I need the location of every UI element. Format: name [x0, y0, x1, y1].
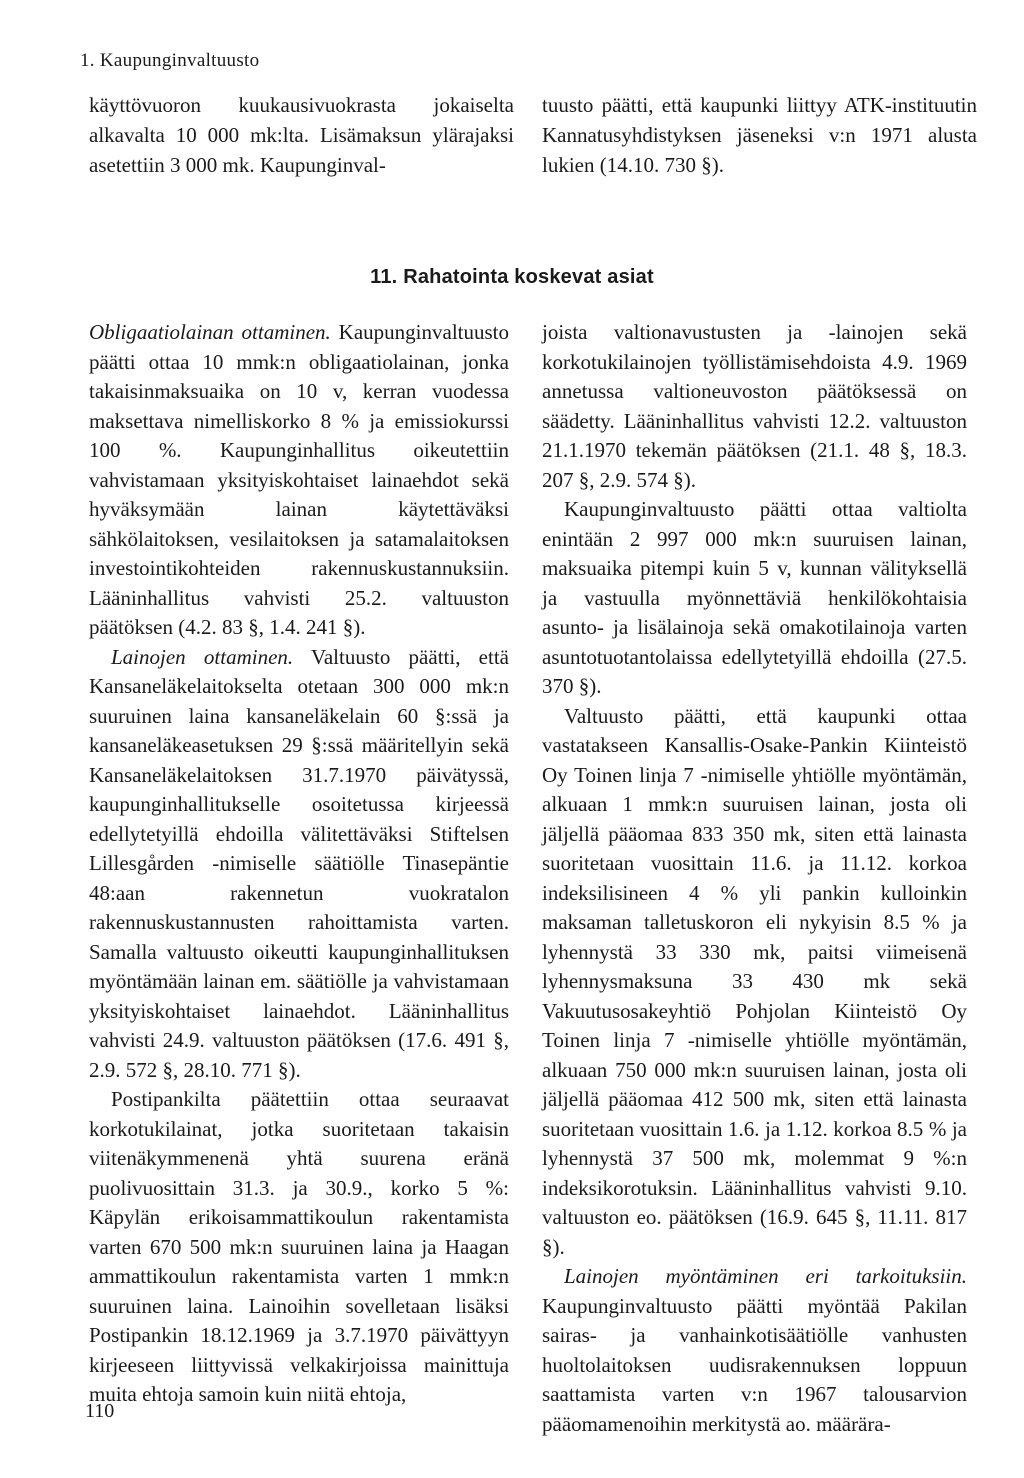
paragraph-obligation-loan	[89, 318, 509, 643]
paragraph-lead-title: Lainojen myöntäminen eri tarkoituksiin.	[564, 1264, 967, 1288]
left-column	[89, 318, 509, 1410]
running-header: 1. Kaupunginvaltuusto	[80, 50, 260, 71]
paragraph-body: Kaupunginvaltuusto päätti ottaa 10 mmk:n obligaatiolainan, jonka takaisinmaksuaika on 10 v, kerran vuodessa maksettava nimelliskorko 8 % ja emissiokurssi 100 %. Kaupunginhallitus oikeutettiin vahvistamaan yksityiskohtaiset lainaehdot sekä hyväksymään lainan käytettäväksi sähkölaitoksen, vesilaitoksen ja satamalaitoksen investointikohteiden rakennuskustannuksiin. Lääninhallitus vahvisti 25.2. valtuuston päätöksen (4.2. 83 §, 1.4. 241 §).	[89, 320, 509, 639]
paragraph-body: Valtuusto päätti, että Kansaneläkelaitokselta otetaan 300 000 mk:n suuruinen laina kansaneläkelain 60 §:ssä ja kansaneläkeasetuksen 29 §:ssä määritellyin sekä Kansaneläkelaitoksen 31.7.1970 päivätyssä, kaupunginhallitukselle osoitetussa kirjeessä edellytetyillä ehdoilla välitettäväksi Stiftelsen Lillesgården -nimiselle säätiölle Tinasepäntie 48:aan rakennetun vuokratalon rakennuskustannusten rahoittamista varten. Samalla valtuusto oikeutti kaupunginhallituksen myöntämään lainan em. säätiölle ja vahvistamaan yksityiskohtaiset lainaehdot. Lääninhallitus vahvisti 24.9. valtuuston päätöksen (17.6. 491 §, 2.9. 572 §, 28.10. 771 §).	[89, 644, 509, 1082]
paragraph-granting-loans	[542, 1262, 967, 1439]
page-number: 110	[85, 1400, 115, 1422]
paragraph-taking-loans	[89, 643, 509, 1086]
right-column	[542, 318, 967, 1439]
top-right-column	[542, 90, 977, 180]
paragraph-lead-title: Obligaatiolainan ottaminen.	[89, 320, 331, 344]
paragraph-lead-title: Lainojen ottaminen.	[111, 644, 294, 669]
paragraph-body: Kaupunginvaltuusto päätti myöntää Pakilan sairas- ja vanhainkotisäätiölle vanhusten huoltolaitoksen uudisrakennuksen loppuun saattamista varten v:n 1967 talousarvion pääomamenoihin merkitystä ao. määrära-	[542, 1293, 967, 1436]
section-heading: 11. Rahatointa koskevat asiat	[370, 266, 654, 288]
top-right-paragraph: tuusto päätti, että kaupunki liittyy ATK-instituutin Kannatusyhdistyksen jäseneksi v:n 1971 alusta lukien (14.10. 730 §).	[542, 93, 977, 177]
top-left-column	[89, 90, 514, 180]
top-left-paragraph: käyttövuoron kuukausivuokrasta jokaiselta alkavalta 10 000 mk:lta. Lisämaksun ylärajaksi asetettiin 3 000 mk. Kaupunginval-	[89, 93, 514, 177]
paragraph-postipankki-loans: Postipankilta päätettiin ottaa seuraavat korkotukilainat, jotka suoritetaan takaisin viitenäkymmenenä yhtä suurena eränä puolivuosittain 31.3. ja 30.9., korko 5 %: Käpylän erikoisammattikoulun rakentamista varten 670 500 mk:n suuruinen laina ja Haagan ammattikoulun rakentamista varten 1 mmk:n suuruinen laina. Lainoihin sovelletaan lisäksi Postipankin 18.12.1969 ja 3.7.1970 päivättyyn kirjeeseen liittyvissä velkakirjoissa mainittuja muita ehtoja samoin kuin niitä ehtoja,	[89, 1087, 509, 1406]
paragraph-state-loan: Kaupunginvaltuusto päätti ottaa valtiolta enintään 2 997 000 mk:n suuruisen lainan, maksuaika pitempi kuin 5 v, kunnan välityksellä ja vastuulla myönnettäviä henkilökohtaisia asunto- ja lisälainoja sekä omakotilainoja varten asuntotuotantolaissa edellytetyillä ehdoilla (27.5. 370 §).	[542, 497, 967, 698]
paragraph-continuation: joista valtionavustusten ja -lainojen sekä korkotukilainojen työllistämisehdoista 4.9. 1969 annetussa valtioneuvoston päätöksessä on säädetty. Lääninhallitus vahvisti 12.2. valtuuston 21.1.1970 tekemän päätöksen (21.1. 48 §, 18.3. 207 §, 2.9. 574 §).	[542, 320, 967, 492]
paragraph-assumed-loans: Valtuusto päätti, että kaupunki ottaa vastatakseen Kansallis-Osake-Pankin Kiinteistö Oy Toinen linja 7 -nimiselle yhtiölle myöntämän, alkuaan 1 mmk:n suuruisen lainan, josta oli jäljellä pääomaa 833 350 mk, siten että lainasta suoritetaan vuosittain 11.6. ja 11.12. korkoa indeksilisineen 4 % yli pankin kulloinkin maksaman talletuskoron eli nykyisin 8.5 % ja lyhennystä 33 330 mk, paitsi viimeisenä lyhennysmaksuna 33 430 mk sekä Vakuutusosakeyhtiö Pohjolan Kiinteistö Oy Toinen linja 7 -nimiselle yhtiölle myöntämän, alkuaan 750 000 mk:n suuruisen lainan, josta oli jäljellä pääomaa 412 500 mk, siten että lainasta suoritetaan vuosittain 1.6. ja 1.12. korkoa 8.5 % ja lyhennystä 37 500 mk, molemmat 9 %:n indeksikorotuksin. Lääninhallitus vahvisti 9.10. valtuuston eo. päätöksen (16.9. 645 §, 11.11. 817 §).	[542, 703, 967, 1259]
